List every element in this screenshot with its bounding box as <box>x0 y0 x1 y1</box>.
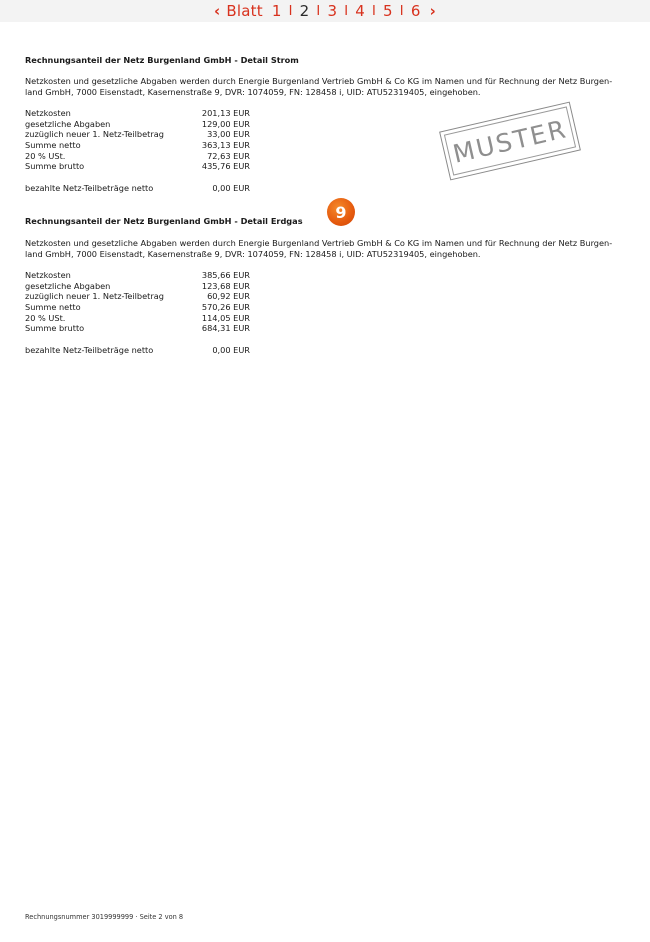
page-link-2-current[interactable]: 2 <box>299 2 310 20</box>
row-label: gesetzliche Abgaben <box>25 280 111 291</box>
table-row <box>25 183 250 194</box>
row-label: Netzkosten <box>25 108 71 118</box>
table-row <box>25 161 250 172</box>
row-label: zuzüglich neuer 1. Netz-Teilbetrag <box>25 129 164 140</box>
strom-cost-table <box>25 108 250 193</box>
row-label: zuzüglich neuer 1. Netz-Teilbetrag <box>25 291 164 302</box>
page-link-4[interactable]: 4 <box>355 2 365 20</box>
erdgas-description-line: Netzkosten und gesetzliche Abgaben werden durch Energie Burgenland Vertrieb GmbH & Co KG im Namen und für Rechnung der Netz Burgen- <box>25 238 613 248</box>
table-row <box>25 140 250 151</box>
row-label: bezahlte Netz-Teilbeträge netto <box>25 344 154 355</box>
erdgas-description-line: land GmbH, 7000 Eisenstadt, Kasernenstraße 9, DVR: 1074059, FN: 128458 i, UID: ATU52319405, eingehoben. <box>25 248 481 259</box>
page-separator: I <box>288 3 293 19</box>
table-row <box>25 108 250 119</box>
pager-label: Blatt <box>226 2 263 20</box>
row-label: Summe brutto <box>25 323 85 334</box>
page-separator: I <box>399 3 404 19</box>
row-label: Summe netto <box>25 140 81 151</box>
page-separator: I <box>344 3 349 19</box>
row-amount: 0,00 EUR <box>212 344 250 355</box>
row-amount: 684,31 EUR <box>201 323 250 334</box>
row-amount: 363,13 EUR <box>201 140 250 151</box>
row-amount: 435,76 EUR <box>201 161 250 172</box>
row-label: gesetzliche Abgaben <box>25 118 111 129</box>
muster-stamp <box>439 102 581 181</box>
table-row <box>25 281 250 292</box>
erdgas-section-title: Rechnungsanteil der Netz Burgenland GmbH - Detail Erdgas <box>25 216 303 226</box>
page-navigation <box>0 0 650 22</box>
row-amount: 570,26 EUR <box>201 302 250 313</box>
table-row <box>25 119 250 130</box>
strom-description-line: Netzkosten und gesetzliche Abgaben werden durch Energie Burgenland Vertrieb GmbH & Co KG im Namen und für Rechnung der Netz Burgen- <box>25 76 613 86</box>
row-label: 20 % USt. <box>25 312 66 323</box>
next-page-icon[interactable]: › <box>429 2 436 20</box>
row-label: bezahlte Netz-Teilbeträge netto <box>25 182 154 193</box>
table-row <box>25 129 250 140</box>
row-label: Netzkosten <box>25 270 71 280</box>
row-label: Summe netto <box>25 302 81 313</box>
page-link-1[interactable]: 1 <box>271 2 282 20</box>
page-separator: I <box>371 3 377 19</box>
row-amount: 60,92 EUR <box>207 291 250 302</box>
row-amount: 33,00 EUR <box>207 129 250 140</box>
table-row <box>25 151 250 162</box>
table-row <box>25 302 250 313</box>
erdgas-cost-table <box>25 270 250 355</box>
table-row <box>25 270 250 281</box>
page-footer: Rechnungsnummer 3019999999 · Seite 2 von 8 <box>25 913 184 921</box>
table-row <box>25 345 250 356</box>
page-link-5[interactable]: 5 <box>383 2 393 20</box>
step-number-badge: 9 <box>327 198 355 226</box>
row-amount: 72,63 EUR <box>207 150 250 161</box>
row-amount: 201,13 EUR <box>201 108 250 118</box>
row-amount: 129,00 EUR <box>201 118 250 129</box>
stamp-text: MUSTER <box>450 113 570 169</box>
row-label: 20 % USt. <box>25 150 66 161</box>
row-amount: 123,68 EUR <box>201 280 250 291</box>
row-label: Summe brutto <box>25 161 85 172</box>
page-link-3[interactable]: 3 <box>327 2 338 20</box>
table-row <box>25 291 250 302</box>
strom-description <box>25 76 613 97</box>
erdgas-description <box>25 238 613 259</box>
page-link-6[interactable]: 6 <box>410 2 421 20</box>
row-amount: 0,00 EUR <box>212 182 250 193</box>
page-separator: I <box>316 3 321 19</box>
row-amount: 385,66 EUR <box>201 270 250 280</box>
table-row <box>25 313 250 324</box>
row-amount: 114,05 EUR <box>201 312 250 323</box>
strom-description-line: land GmbH, 7000 Eisenstadt, Kasernenstraße 9, DVR: 1074059, FN: 128458 i, UID: ATU52319405, eingehoben. <box>25 86 481 97</box>
prev-page-icon[interactable]: ‹ <box>214 2 221 20</box>
strom-section-title: Rechnungsanteil der Netz Burgenland GmbH - Detail Strom <box>25 55 299 65</box>
table-row <box>25 323 250 334</box>
